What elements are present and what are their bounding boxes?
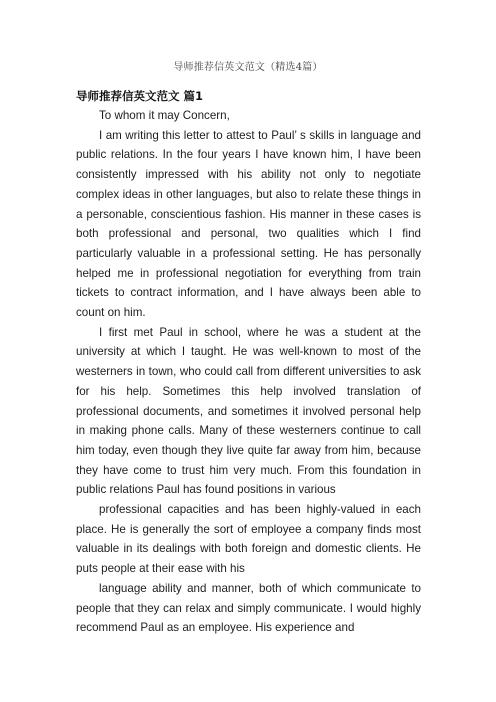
article-title: 导师推荐信英文范文 篇1 — [76, 89, 204, 103]
paragraph-4: language ability and manner, both of which communicate to people that they can relax and simply communicate. I would highly recommend Paul as an employee. His experience and — [76, 581, 421, 635]
paragraph-3: professional capacities and has been highly-valued in each place. He is generally the sort of employee a company finds most valuable in its dealings with both foreign and domestic clients. He puts people at their ease with his — [76, 503, 421, 576]
paragraph-2: I first met Paul in school, where he was a student at the university at which I taught. He was well-known to most of the westerners in town, who could call from different universities to ask for his help. Sometimes this help involved translation of professional documents, and sometimes it involved personal help in making phone calls. Many of these westerners continue to call him today, even though they live quite far away from him, because they have come to trust him very much. From this foundation in public relations Paul has found positions in various — [76, 325, 421, 497]
running-header: 导师推荐信英文范文（精选4篇） — [173, 62, 323, 73]
paragraph-1: I am writing this letter to attest to Paul’ s skills in language and public relations. In the four years I have known him, I have been consistently impressed with his ability not only to negotiate complex ideas in other languages, but also to relate these things in a personable, conscientious fashion. His manner in these cases is both professional and personal, two qualities which I find particularly valuable in a professional setting. He has personally helped me in professional negotiation for everything from train tickets to contract information, and I have always been able to count on him. — [76, 128, 421, 320]
letter-body — [76, 106, 421, 638]
salutation: To whom it may Concern, — [99, 109, 230, 122]
